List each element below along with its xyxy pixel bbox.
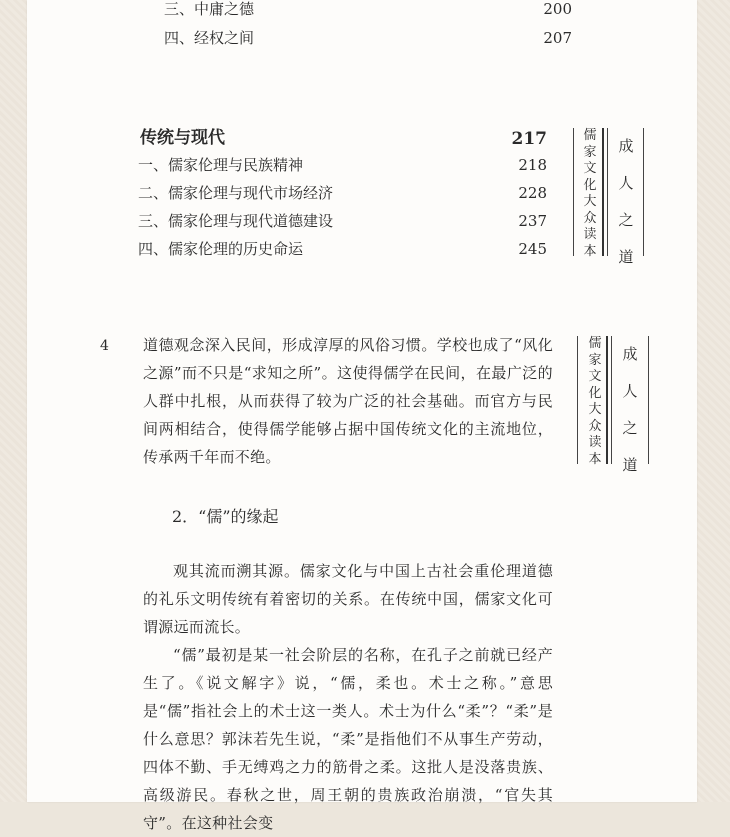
toc-entry: 四、经权之间 — [164, 29, 255, 47]
side-rule — [573, 128, 574, 256]
document-page — [27, 0, 697, 832]
toc-entry: 一、儒家伦理与民族精神 — [138, 156, 304, 174]
toc-entry: 四、儒家伦理的历史命运 — [138, 240, 304, 258]
side-rule — [602, 128, 604, 256]
toc-page-number: 200 — [543, 0, 572, 18]
side-rule — [611, 336, 612, 464]
toc-page-number: 207 — [543, 29, 572, 47]
toc-entry: 三、中庸之德 — [164, 0, 255, 18]
toc-entry: 三、儒家伦理与现代道德建设 — [138, 212, 334, 230]
body-paragraph: “儒”最初是某一社会阶层的名称，在孔子之前就已经产生了。《说文解字》说，“儒，柔也。术士之称。”意思是“儒”指社会上的术士这一类人。术士为什么“柔”？“柔”是什么意思？郭沫若先生说，“柔”是指他们不从事生产劳动，四体不勤、手无缚鸡之力的筋骨之柔。这批人是没落贵族、高级游民。春秋之世，周王朝的贵族政治崩溃，“官失其守”。在这种社会变 — [143, 646, 553, 832]
side-series-title: 儒家文化大众读本 — [583, 128, 597, 259]
toc-page-number: 228 — [518, 184, 547, 202]
side-rule — [577, 336, 578, 464]
section-subheading: 2．“儒”的缘起 — [172, 507, 279, 526]
toc-entry: 二、儒家伦理与现代市场经济 — [138, 184, 334, 202]
background-texture-left — [0, 0, 27, 802]
side-rule — [648, 336, 649, 464]
toc-section-page: 217 — [511, 129, 547, 149]
body-paragraph: 道德观念深入民间，形成淳厚的风俗习惯。学校也成了“风化之源”而不只是“求知之所”。这使得儒学在民间，在最广泛的人群中扎根，从而获得了较为广泛的社会基础。而官方与民间两相结合，使得儒学能够占据中国传统文化的主流地位，传承两千年而不绝。 — [143, 336, 553, 466]
side-rule — [606, 336, 608, 464]
side-rule — [643, 128, 644, 256]
side-book-title: 成人之道 — [618, 137, 634, 266]
background-texture-right — [697, 0, 730, 802]
toc-page-number: 237 — [518, 212, 547, 230]
side-rule — [607, 128, 608, 256]
body-paragraph: 观其流而溯其源。儒家文化与中国上古社会重伦理道德的礼乐文明传统有着密切的关系。在传统中国，儒家文化可谓源远而流长。 — [143, 562, 553, 636]
toc-section-title: 传统与现代 — [140, 128, 225, 148]
side-series-title: 儒家文化大众读本 — [588, 336, 602, 467]
toc-page-number: 218 — [518, 156, 547, 174]
side-book-title: 成人之道 — [622, 345, 638, 474]
toc-page-number: 245 — [518, 240, 547, 258]
page-number: 4 — [100, 338, 109, 354]
